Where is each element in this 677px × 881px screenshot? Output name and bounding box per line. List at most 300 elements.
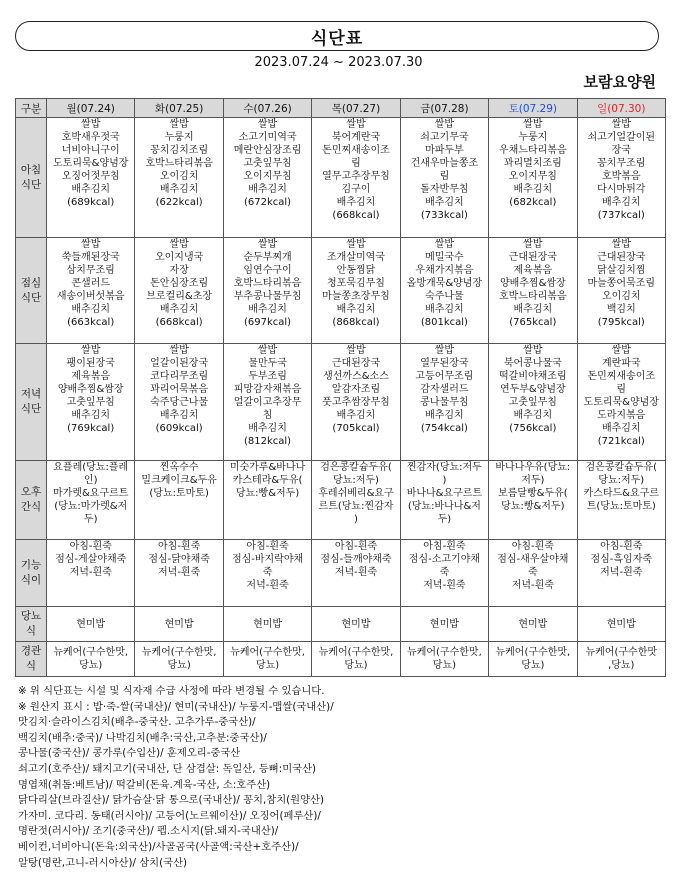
menu-item: (705kcal) [332, 423, 380, 434]
menu-cell-tube-feeding-fri [400, 642, 488, 677]
menu-item: 점심-닭야채죽 [148, 554, 210, 565]
menu-item: 숙주당근나물 [150, 397, 209, 408]
menu-item: 근대된장국 [597, 252, 646, 263]
menu-item: (609kcal) [155, 423, 203, 434]
menu-item: (663kcal) [67, 317, 115, 328]
menu-item: (812kcal) [244, 436, 292, 447]
menu-item: 돈민찌새송이조 [587, 371, 656, 382]
notes-section [18, 684, 668, 871]
row-label-line: 식단 [20, 178, 42, 191]
menu-item: 배추김치 [248, 184, 287, 195]
row-label-line: 경관 [20, 645, 42, 657]
menu-item: 누룽지 [164, 132, 194, 143]
menu-item: 점심-흑임자죽 [590, 554, 653, 565]
menu-item: 당뇨:빵&저두) [501, 501, 565, 512]
menu-item: 마파두부 [425, 145, 464, 156]
menu-cell-breakfast-thu [312, 118, 400, 238]
menu-item: 현미밥 [518, 618, 548, 630]
menu-cell-diabetic-diet-sat [489, 607, 577, 642]
menu-item: 밀크케이크&두유 [141, 475, 217, 486]
menu-cell-functional-diet-mon [47, 540, 135, 607]
menu-item: 쌀밥 [346, 345, 366, 356]
menu-item: (당뇨:바나나&저 [407, 501, 481, 512]
menu-item: 당뇨) [521, 660, 545, 671]
menu-cell-dinner-sat [489, 344, 577, 461]
menu-item: 숙주나물 [425, 291, 464, 302]
menu-item: 제육볶음 [71, 371, 111, 382]
day-header-thu: 목(07.27) [312, 99, 400, 118]
menu-item: 도토리묵&양념장 [583, 397, 659, 408]
menu-item: 뉴케어(구수한맛, [141, 647, 217, 658]
origin-line: 맛김치·슬라이스김치(배추-중국산. 고추가루-중국산)/ [18, 716, 256, 729]
menu-item: 임연수구이 [243, 265, 292, 276]
menu-cell-dinner-thu [312, 344, 400, 461]
menu-item: 뉴케어(구수한맛 [585, 647, 658, 658]
menu-cell-snack-thu [312, 461, 400, 540]
menu-item: 현미밥 [253, 618, 283, 630]
menu-item: 배추김치 [71, 184, 111, 195]
origin-line: 쇠고기(호주산)/ 돼지고기(국내산, 단 삼겹살: 독일산, 등뼈:미국산) [18, 762, 317, 775]
menu-cell-snack-fri [400, 461, 488, 540]
menu-item: (668kcal) [155, 317, 203, 328]
menu-cell-lunch-mon [47, 238, 135, 344]
menu-item: 알감자조림 [331, 384, 381, 395]
menu-cell-breakfast-sat [489, 118, 577, 238]
menu-item: (733kcal) [420, 210, 468, 221]
menu-item: (868kcal) [332, 317, 380, 328]
menu-item: 카스타드&요구르 [583, 488, 659, 499]
header-row [16, 99, 666, 118]
origin-line: 닭다리살(브라질산)/ 닭가슴살·닭 통으로(국내산)/ 꽁치,참치(원양산) [18, 794, 325, 807]
row-label-diabetic-diet [16, 607, 47, 642]
menu-cell-breakfast-tue [135, 118, 223, 238]
menu-cell-breakfast-sun [577, 118, 665, 238]
menu-item: 아침-흰죽 [334, 541, 378, 552]
row-label-line: 당뇨 [20, 610, 42, 622]
menu-item: 죽 [439, 567, 450, 578]
menu-item: (769kcal) [67, 423, 115, 434]
menu-item: 양배추찜&쌈장 [57, 384, 124, 395]
menu-item: 물만두국 [248, 358, 287, 369]
menu-item: 저녁-흰죽 [511, 580, 554, 591]
menu-item: 도토리묵&양념장 [53, 158, 129, 169]
menu-item: 꽁치무조림 [597, 158, 646, 169]
menu-cell-functional-diet-thu [312, 540, 400, 607]
menu-item: 보름달빵&두유( [497, 488, 568, 499]
menu-cell-diabetic-diet-tue [135, 607, 223, 642]
menu-item: 계란파국 [601, 358, 641, 369]
menu-item: 현미밥 [341, 618, 371, 630]
menu-item: 검은콩칼슘두유( [320, 462, 392, 473]
menu-item: (795kcal) [597, 317, 645, 328]
menu-item: 소고기미역국 [238, 132, 297, 143]
row-label-line: 식 [25, 625, 37, 637]
menu-item: 다시마튀각 [597, 184, 646, 195]
menu-item: 삼치무조림 [66, 265, 115, 276]
menu-item: 뉴케어(구수한맛, [230, 647, 305, 658]
origin-line: 가자미. 코다리. 동태(러시아)/ 고등어(노르웨이산)/ 오징어(페루산)/ [18, 809, 321, 822]
menu-item: 저녁-흰죽 [158, 567, 201, 578]
menu-item: 배추김치 [336, 410, 376, 421]
menu-item: 누룽지 [518, 132, 548, 143]
menu-item: (당뇨:마가렛&저 [54, 501, 128, 512]
row-label-line: 기능 [20, 559, 42, 571]
menu-cell-snack-sun [577, 461, 665, 540]
row-dinner [16, 344, 666, 461]
menu-item: 뉴케어(구수한맛, [318, 647, 394, 658]
menu-item: 생선까스&소스 [323, 371, 389, 382]
row-label-line: 식단 [20, 291, 42, 304]
menu-item: 인) [83, 475, 98, 486]
origin-line: ※ 원산지 표시 : 밥·죽-쌀(국내산)/ 현미(국내산)/ 누룽지-맵쌀(국내산)/ [18, 700, 334, 713]
day-header-mon: 월(07.24) [47, 99, 135, 118]
menu-item: 현미밥 [76, 618, 106, 630]
menu-item: 바나나&요구르트 [406, 488, 483, 499]
menu-item: 배추김치 [601, 423, 641, 434]
menu-item: 당뇨:저두) [333, 475, 379, 486]
menu-item: 쌀밥 [257, 345, 278, 356]
row-label-tube-feeding [16, 642, 47, 677]
menu-item: 후레쉬베리&요구 [318, 488, 394, 499]
menu-item: 찐감자(당뇨:저두 [406, 462, 482, 473]
menu-item: 얼갈이된장국 [150, 358, 209, 369]
menu-item: 당뇨) [79, 660, 103, 671]
menu-item: 얼갈이고추장무 [233, 397, 302, 408]
menu-cell-dinner-wed [223, 344, 311, 461]
menu-cell-dinner-mon [47, 344, 135, 461]
row-label-line: 저녁 [20, 388, 42, 400]
menu-item: 닭살김치찜 [597, 265, 646, 276]
menu-item: (682kcal) [509, 197, 557, 208]
menu-item: 오이지무침 [243, 171, 292, 182]
row-label-line: 간식 [20, 501, 42, 513]
menu-item: 꽈리멸치조림 [503, 158, 562, 169]
menu-cell-lunch-fri [400, 238, 488, 344]
menu-item: 배추김치 [513, 410, 553, 421]
menu-item: ) [354, 514, 358, 525]
date-range: 2023.07.24 ~ 2023.07.30 [254, 55, 423, 70]
menu-item: 쌀밥 [434, 119, 455, 130]
menu-cell-diabetic-diet-sun [577, 607, 665, 642]
menu-item: 아침-흰죽 [69, 541, 112, 552]
menu-item: 배추김치 [425, 304, 464, 315]
menu-cell-dinner-tue [135, 344, 223, 461]
menu-item: 점심-들깨야채죽 [320, 554, 392, 565]
menu-cell-breakfast-wed [223, 118, 311, 238]
menu-cell-dinner-sun [577, 344, 665, 461]
menu-cell-diabetic-diet-fri [400, 607, 488, 642]
menu-cell-functional-diet-wed [223, 540, 311, 607]
menu-item: (622kcal) [155, 197, 203, 208]
menu-item: 미숫가루&바나나 [229, 462, 306, 473]
menu-item: 배추김치 [425, 410, 464, 421]
menu-cell-diabetic-diet-mon [47, 607, 135, 642]
menu-table [15, 98, 666, 677]
facility-name: 보람요양원 [583, 73, 656, 91]
menu-item: 브로컬리&초장 [146, 291, 213, 302]
menu-item: 뉴케어(구수한맛, [53, 647, 129, 658]
menu-item: 쌀밥 [81, 239, 101, 250]
menu-item: 북어콩나물국 [503, 358, 562, 369]
menu-item: 아침-흰죽 [423, 541, 466, 552]
menu-item: 오이김치 [601, 291, 641, 302]
menu-cell-lunch-sun [577, 238, 665, 344]
menu-item: 코다리무조림 [150, 371, 209, 382]
menu-item: (801kcal) [420, 317, 468, 328]
menu-cell-functional-diet-fri [400, 540, 488, 607]
menu-item: 배추김치 [425, 197, 464, 208]
menu-item: 바나나우유(당뇨: [495, 462, 571, 473]
menu-item: 쌀밥 [169, 239, 189, 250]
menu-item: 쌀밥 [434, 345, 455, 356]
menu-item: 배추김치 [71, 410, 111, 421]
menu-item: 르트(당뇨:찐감자 [318, 501, 394, 512]
menu-item: 배추김치 [71, 304, 111, 315]
menu-item: 팽이된장국 [66, 358, 115, 369]
menu-item: 우채가지볶음 [415, 265, 474, 276]
origin-line: 콩나물(중국산)/ 콩가루(수입산)/ 훈제오리-중국산 [18, 747, 241, 760]
menu-item: 쌀밥 [611, 345, 631, 356]
menu-item: 호박느타리볶음 [145, 158, 213, 169]
menu-item: 쌀밥 [523, 239, 543, 250]
menu-item: 돌자반무침 [420, 184, 469, 195]
menu-item: 호박볶음 [601, 171, 641, 182]
page-title: 식단표 [310, 28, 364, 49]
menu-item: 열무고추장무침 [322, 171, 390, 182]
menu-item: 꽁치김치조림 [150, 145, 209, 156]
menu-item: 부추콩나물무침 [233, 291, 302, 302]
menu-item: 올방개묵&양념장 [406, 278, 483, 289]
menu-item: 콩나물무침 [420, 397, 469, 408]
menu-item: 찐옥수수 [159, 462, 199, 473]
menu-item: 고춧잎무침 [243, 158, 292, 169]
menu-cell-lunch-thu [312, 238, 400, 344]
menu-item: (672kcal) [244, 197, 292, 208]
menu-item: 고춧잎무침 [508, 397, 557, 408]
menu-item: 쇠고기얼갈이된 [587, 132, 656, 143]
menu-item: 호박새우젓국 [61, 132, 120, 143]
menu-item: 오이지냉국 [154, 252, 204, 263]
menu-cell-snack-mon [47, 461, 135, 540]
row-lunch [16, 238, 666, 344]
day-header-sat: 토(07.29) [489, 99, 577, 118]
menu-item: 조개살미역국 [326, 252, 385, 263]
menu-cell-lunch-sat [489, 238, 577, 344]
corner-header: 구분 [16, 99, 47, 118]
menu-item: 백김치 [606, 304, 636, 315]
menu-item: 쌀밥 [434, 239, 455, 250]
menu-item: 뉴케어(구수한맛, [407, 647, 482, 658]
menu-item: 꽈리어묵볶음 [150, 384, 209, 395]
menu-item: (721kcal) [597, 436, 645, 447]
menu-item: 죽 [527, 567, 538, 578]
menu-item: 배추김치 [601, 197, 641, 208]
menu-cell-dinner-fri [400, 344, 488, 461]
menu-item: 마가렛&요구르트 [53, 488, 129, 499]
menu-item: 자장 [169, 265, 189, 276]
menu-item: 쌀밥 [81, 119, 101, 130]
menu-cell-snack-sat [489, 461, 577, 540]
menu-item: 배추김치 [513, 184, 553, 195]
day-header-tue: 화(07.25) [135, 99, 223, 118]
menu-item: 카스테라&두유( [232, 475, 303, 486]
menu-item: 호박느타리볶음 [233, 278, 302, 289]
menu-item: 호박느타리볶음 [499, 291, 567, 302]
menu-item: 고춧잎무침 [66, 397, 115, 408]
menu-item: (697kcal) [244, 317, 292, 328]
menu-item: (668kcal) [332, 210, 380, 221]
menu-item: 쌀밥 [81, 345, 101, 356]
menu-item: 오이지무침 [508, 171, 557, 182]
row-label-line: 아침 [20, 163, 42, 176]
origin-line: 베이컨,너비아니(돈육:외국산)/사골곰국(사골액:국산+호주산)/ [18, 840, 299, 853]
menu-item: 메란안심장조림 [233, 145, 302, 156]
row-label-line: 식 [25, 660, 37, 672]
menu-item: 현미밥 [164, 618, 194, 630]
menu-item: 쇠고기무국 [420, 132, 469, 143]
menu-cell-breakfast-fri [400, 118, 488, 238]
row-label-breakfast [16, 118, 47, 238]
menu-cell-snack-wed [223, 461, 311, 540]
menu-cell-tube-feeding-wed [223, 642, 311, 677]
menu-cell-functional-diet-sat [489, 540, 577, 607]
menu-item: 저녁-흰죽 [423, 580, 466, 591]
menu-cell-tube-feeding-sun [577, 642, 665, 677]
row-breakfast [16, 118, 666, 238]
origin-line: 명엽채(취돔:베트남)/ 떡갈비(돈육.계육-국산, 소:호주산) [18, 778, 271, 791]
origin-line: 백김치(배추:중국)/ 나박김치(배추:국산,고추분:중국산)/ [18, 731, 267, 744]
origin-line: 알탕(명란,고니-러시아산)/ 삼치(국산) [18, 856, 188, 869]
page-title-box [15, 21, 659, 51]
menu-item: ) [442, 475, 447, 486]
menu-item: (당뇨:토마토) [149, 488, 209, 499]
menu-item: 저녁-흰죽 [600, 567, 643, 578]
menu-cell-diabetic-diet-wed [223, 607, 311, 642]
menu-item: 순두부찌개 [243, 252, 292, 263]
menu-item: 침 [262, 410, 273, 421]
row-label-line: 점심 [20, 276, 42, 289]
menu-item: 림 [439, 171, 450, 182]
menu-item: 두) [437, 514, 452, 525]
menu-item: 뉴케어(구수한맛, [495, 647, 571, 658]
origin-line: 명란젓(러시아)/ 조기(중국산)/ 펩.소시지(닭.돼지-국내산)/ [18, 825, 279, 838]
menu-item: 저녁-흰죽 [69, 567, 112, 578]
menu-item: 쌀밥 [257, 239, 278, 250]
notice-line: ※ 위 식단표는 시설 및 식자재 수급 사정에 따라 변경될 수 있습니다. [18, 685, 325, 697]
menu-item: 감자샐러드 [420, 384, 469, 395]
menu-item: 배추김치 [336, 304, 376, 315]
menu-item: 당뇨:빵&저두) [235, 488, 300, 499]
row-snack [16, 461, 666, 540]
menu-item: 안동찜닭 [336, 265, 376, 276]
menu-item: 저두) [521, 475, 545, 486]
menu-item: 점심-새우살야채 [497, 554, 569, 565]
menu-item: 청포묵김무침 [326, 278, 385, 289]
menu-item: 림 [351, 158, 361, 169]
menu-item: 도라지볶음 [597, 410, 646, 421]
menu-item: 점심-게살야채죽 [55, 554, 127, 565]
menu-item: 아침-흰죽 [511, 541, 554, 552]
menu-item: 당뇨) [432, 660, 457, 671]
menu-item: 아침-흰죽 [600, 541, 643, 552]
menu-item: 쌀밥 [169, 345, 189, 356]
menu-item: 김구이 [341, 184, 371, 195]
row-label-functional-diet [16, 540, 47, 607]
menu-item: 쌀밥 [611, 239, 631, 250]
menu-item: 돈민찌새송이조 [322, 145, 390, 156]
menu-item: 떡갈비야채조림 [499, 371, 567, 382]
menu-item: 두) [83, 514, 98, 525]
menu-item: 열무된장국 [420, 358, 469, 369]
menu-item: 쌀밥 [346, 119, 366, 130]
menu-item: 저녁-흰죽 [334, 567, 378, 578]
menu-item: 너비아니구이 [61, 145, 120, 156]
menu-item: 쑥들깨된장국 [61, 252, 120, 263]
menu-item: 마늘쫑어묵조림 [587, 278, 656, 289]
menu-cell-diabetic-diet-thu [312, 607, 400, 642]
menu-item: 배추김치 [159, 410, 199, 421]
day-header-fri: 금(07.28) [400, 99, 488, 118]
menu-item: (754kcal) [420, 423, 468, 434]
row-label-line: 식이 [20, 574, 42, 586]
menu-item: 저녁-흰죽 [246, 580, 289, 591]
menu-item: 근대된장국 [508, 252, 557, 263]
menu-cell-tube-feeding-sat [489, 642, 577, 677]
row-label-dinner [16, 344, 47, 461]
menu-item: 제육볶음 [513, 265, 553, 276]
menu-item: 요플레(당뇨:플레 [53, 462, 129, 473]
menu-item: (689kcal) [67, 197, 115, 208]
menu-item: 당뇨) [167, 660, 191, 671]
menu-item: 아침-흰죽 [246, 541, 289, 552]
menu-item: 쌀밥 [346, 239, 366, 250]
menu-cell-tube-feeding-mon [47, 642, 135, 677]
menu-cell-lunch-tue [135, 238, 223, 344]
row-label-snack [16, 461, 47, 540]
menu-item: 돈안심장조림 [150, 278, 209, 289]
menu-item: 당뇨) [344, 660, 368, 671]
menu-item: 마늘쫑초장무침 [322, 291, 390, 302]
menu-item: 쌀밥 [169, 119, 189, 130]
menu-item: 배추김치 [248, 304, 287, 315]
menu-item: 콘샐러드 [71, 278, 111, 289]
row-label-line: 오후 [20, 486, 42, 498]
menu-item: 새송이버섯볶음 [56, 291, 125, 302]
menu-item: 양배추찜&쌈장 [499, 278, 566, 289]
menu-item: 당뇨) [255, 660, 280, 671]
menu-item: 오징어젓무침 [61, 171, 120, 182]
menu-item: 쌀밥 [523, 119, 543, 130]
menu-item: 점심-바지락야채 [231, 554, 304, 565]
menu-item: (756kcal) [509, 423, 557, 434]
menu-item: 풋고추쌈장무침 [322, 397, 390, 408]
menu-item: 배추김치 [336, 197, 376, 208]
menu-cell-lunch-wed [223, 238, 311, 344]
menu-cell-snack-tue [135, 461, 223, 540]
menu-item: ,당뇨) [608, 660, 635, 671]
day-header-wed: 수(07.26) [223, 99, 311, 118]
menu-item: 장국 [611, 145, 631, 156]
menu-item: 배추김치 [513, 304, 553, 315]
menu-item: (765kcal) [509, 317, 557, 328]
menu-item: 배추김치 [159, 304, 199, 315]
menu-item: 림 [616, 384, 627, 395]
menu-item: 검은콩칼슘두유( [585, 462, 658, 473]
menu-item: 배추김치 [248, 423, 287, 434]
menu-item: 두부조림 [248, 371, 287, 382]
menu-item: 쌀밥 [611, 119, 631, 130]
menu-cell-tube-feeding-tue [135, 642, 223, 677]
